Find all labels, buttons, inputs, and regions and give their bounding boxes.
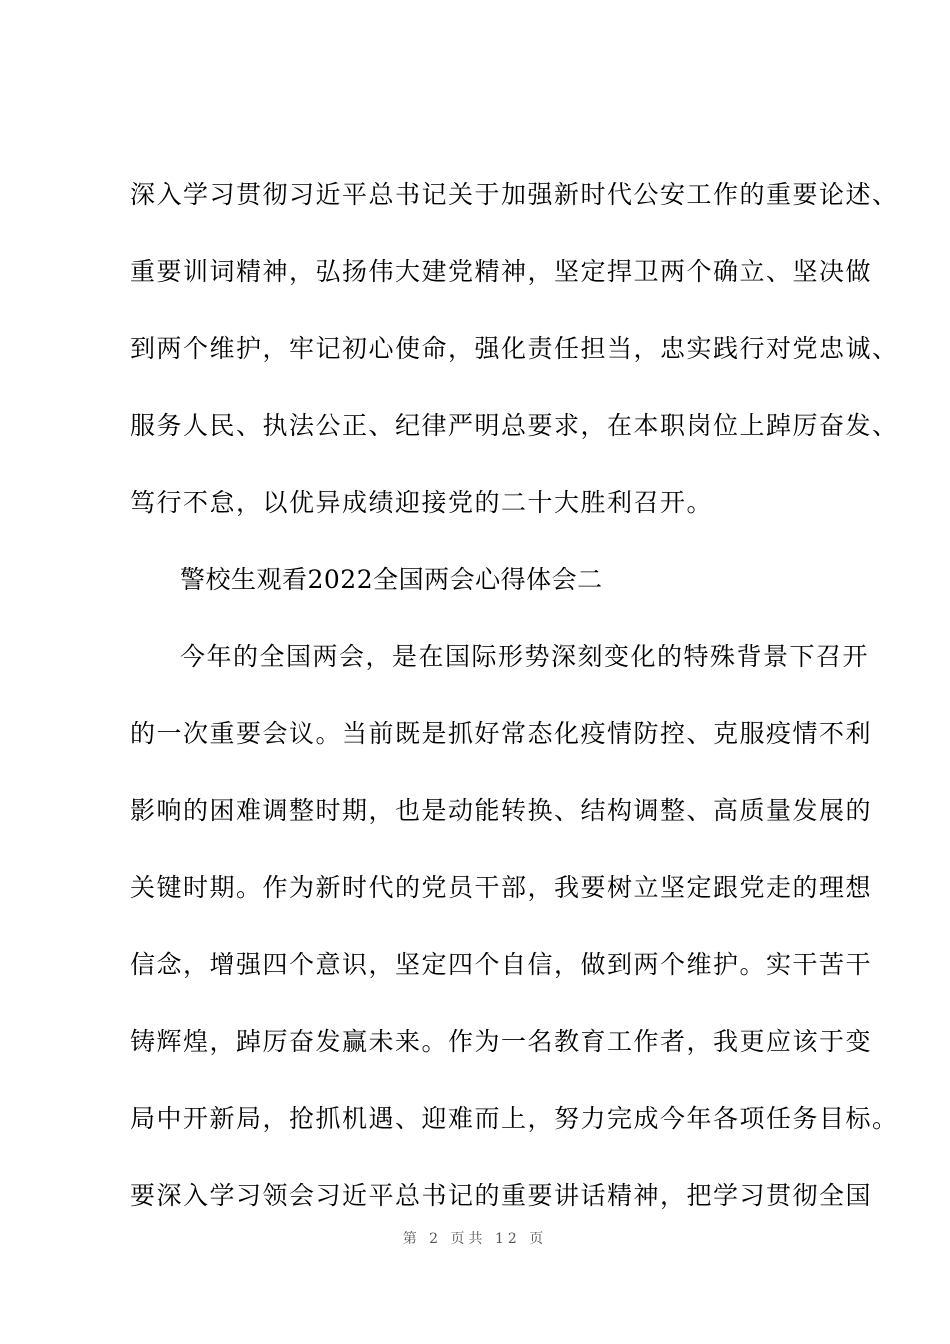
- page-number-footer: 第 2 页共 12 页: [402, 1231, 548, 1247]
- paragraph-first-line: 今年的全国两会，是在国际形势深刻变化的特殊背景下召开: [180, 642, 870, 671]
- text-line: 的一次重要会议。当前既是抓好常态化疫情防控、克服疫情不利: [130, 719, 873, 748]
- text-line: 局中开新局，抢抓机遇、迎难而上，努力完成今年各项任务目标。: [130, 1104, 899, 1133]
- text-line: 要深入学习领会习近平总书记的重要讲话精神，把学习贯彻全国: [130, 1181, 873, 1210]
- section-heading: 警校生观看2022全国两会心得体会二: [180, 565, 603, 594]
- text-line: 到两个维护，牢记初心使命，强化责任担当，忠实践行对党忠诚、: [130, 334, 899, 363]
- text-line: 重要训词精神，弘扬伟大建党精神，坚定捍卫两个确立、坚决做: [130, 257, 873, 286]
- text-line: 服务人民、执法公正、纪律严明总要求，在本职岗位上踔厉奋发、: [130, 411, 899, 440]
- text-line: 笃行不怠，以优异成绩迎接党的二十大胜利召开。: [130, 488, 714, 517]
- text-line: 影响的困难调整时期，也是动能转换、结构调整、高质量发展的: [130, 796, 873, 825]
- text-line: 深入学习贯彻习近平总书记关于加强新时代公安工作的重要论述、: [130, 180, 899, 209]
- text-line: 铸辉煌，踔厉奋发赢未来。作为一名教育工作者，我更应该于变: [130, 1027, 873, 1056]
- text-line: 信念，增强四个意识，坚定四个自信，做到两个维护。实干苦干: [130, 950, 873, 979]
- text-line: 关键时期。作为新时代的党员干部，我要树立坚定跟党走的理想: [130, 873, 873, 902]
